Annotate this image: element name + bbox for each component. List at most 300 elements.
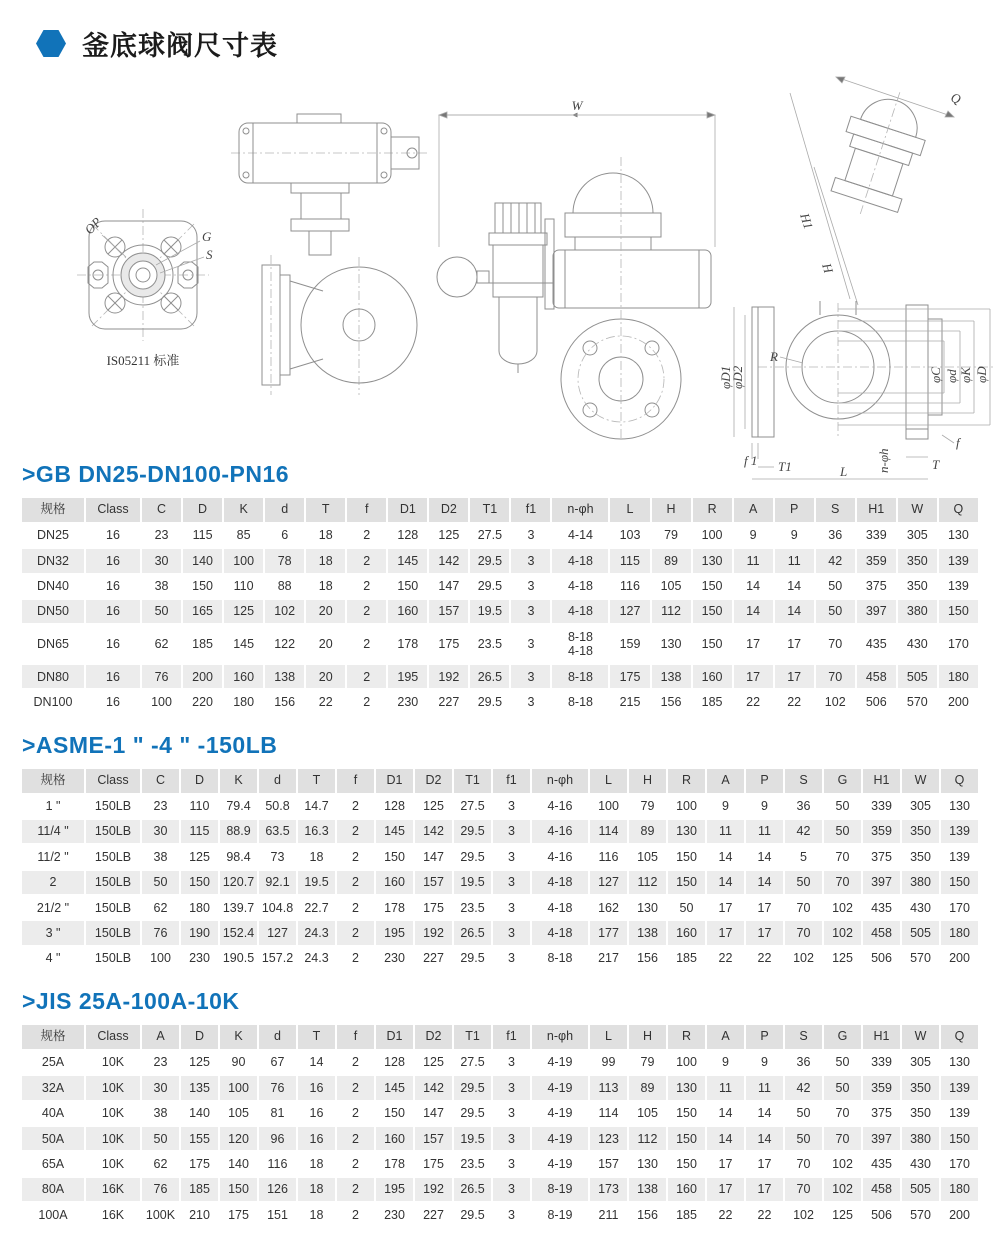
table-cell: 120 xyxy=(220,1127,257,1150)
table-cell: 139 xyxy=(941,820,978,843)
table-cell: 16 xyxy=(298,1076,335,1099)
table-cell: 29.5 xyxy=(454,820,491,843)
table-cell: 2 xyxy=(337,1178,374,1201)
table-cell: 6 xyxy=(265,524,304,547)
table-cell: DN40 xyxy=(22,575,84,598)
column-header: A xyxy=(734,498,773,522)
table-cell: 130 xyxy=(668,820,705,843)
table-cell: 70 xyxy=(785,1152,822,1175)
table-cell: 102 xyxy=(785,1203,822,1226)
table-cell: 160 xyxy=(224,665,263,688)
column-header: D1 xyxy=(376,1025,413,1049)
table-cell: 156 xyxy=(629,947,666,970)
table-cell: 26.5 xyxy=(470,665,509,688)
table-cell: 170 xyxy=(941,896,978,919)
table-cell: 150 xyxy=(668,1152,705,1175)
column-header: Q xyxy=(939,498,978,522)
table-cell: 397 xyxy=(857,600,896,623)
table-cell: 160 xyxy=(693,665,732,688)
table-cell: 359 xyxy=(863,820,900,843)
table-cell: 3 xyxy=(493,921,530,944)
column-header: H xyxy=(652,498,691,522)
table-cell: 100A xyxy=(22,1203,84,1226)
table-cell: 22 xyxy=(707,1203,744,1226)
table-cell: 9 xyxy=(707,1051,744,1074)
table-cell: 150 xyxy=(376,1102,413,1125)
table-cell: 130 xyxy=(939,524,978,547)
column-header: L xyxy=(610,498,649,522)
table-cell: 397 xyxy=(863,871,900,894)
table-cell: 23.5 xyxy=(470,625,509,663)
column-header: R xyxy=(668,1025,705,1049)
column-header: P xyxy=(746,769,783,793)
table-cell: 130 xyxy=(629,1152,666,1175)
table-cell: 180 xyxy=(224,690,263,713)
table-cell: 2 xyxy=(347,665,386,688)
column-header: H1 xyxy=(857,498,896,522)
table-cell: 4-18 xyxy=(532,896,588,919)
table-cell: 14 xyxy=(298,1051,335,1074)
table-cell: 4-14 xyxy=(552,524,608,547)
table-cell: 139 xyxy=(941,845,978,868)
table-cell: 157.2 xyxy=(259,947,296,970)
table-cell: 227 xyxy=(415,1203,452,1226)
table-cell: 50 xyxy=(824,795,861,818)
table-cell: 156 xyxy=(629,1203,666,1226)
table-cell: 2 xyxy=(337,921,374,944)
table-cell: 16 xyxy=(86,575,140,598)
column-header: W xyxy=(898,498,937,522)
column-header: T1 xyxy=(470,498,509,522)
table-cell: 430 xyxy=(902,896,939,919)
table-cell: 10K xyxy=(86,1152,140,1175)
table-cell: 29.5 xyxy=(454,947,491,970)
table-cell: 339 xyxy=(857,524,896,547)
table-cell: 50 xyxy=(785,1127,822,1150)
table-cell: 147 xyxy=(415,845,452,868)
table-cell: 4-19 xyxy=(532,1051,588,1074)
table-cell: 162 xyxy=(590,896,627,919)
page-header xyxy=(0,0,1000,67)
table-cell: 150 xyxy=(183,575,222,598)
table-cell: 14 xyxy=(707,1127,744,1150)
section-title-asme: >ASME-1 " -4 " -150LB xyxy=(22,731,278,758)
table-cell: 8-19 xyxy=(532,1178,588,1201)
table-cell: 10K xyxy=(86,1051,140,1074)
table-cell: 150 xyxy=(376,845,413,868)
table-cell: 160 xyxy=(668,1178,705,1201)
table-cell: 150 xyxy=(668,1127,705,1150)
column-header: K xyxy=(220,769,257,793)
table-cell: 380 xyxy=(902,1127,939,1150)
table-cell: 125 xyxy=(415,795,452,818)
table-cell: 11 xyxy=(746,1076,783,1099)
table-cell: 22 xyxy=(775,690,814,713)
table-cell: 130 xyxy=(941,795,978,818)
table-cell: 20 xyxy=(306,625,345,663)
table-cell: 16 xyxy=(86,690,140,713)
table-cell: 375 xyxy=(863,1102,900,1125)
phi-d2-label: φD2 xyxy=(730,365,745,389)
table-cell: 70 xyxy=(816,665,855,688)
f1-label: f 1 xyxy=(744,453,758,468)
table-cell: 139 xyxy=(941,1076,978,1099)
table-cell: 150LB xyxy=(86,845,140,868)
side-view-drawing xyxy=(225,89,435,441)
table-cell: 375 xyxy=(857,575,896,598)
table-cell: 17 xyxy=(707,1178,744,1201)
table-cell: 138 xyxy=(265,665,304,688)
column-header: 规格 xyxy=(22,498,84,522)
column-header: T1 xyxy=(454,769,491,793)
f-label: f xyxy=(956,435,960,450)
table-cell: 23.5 xyxy=(454,1152,491,1175)
table-cell: 22.7 xyxy=(298,896,335,919)
table-cell: 78 xyxy=(265,549,304,572)
table-cell: 505 xyxy=(902,1178,939,1201)
table-cell: 359 xyxy=(863,1076,900,1099)
table-cell: 22 xyxy=(746,1203,783,1226)
table-cell: 24.3 xyxy=(298,921,335,944)
table-cell: 200 xyxy=(941,1203,978,1226)
table-cell: 9 xyxy=(707,795,744,818)
table-cell: 220 xyxy=(183,690,222,713)
table-cell: 11 xyxy=(734,549,773,572)
table-cell: 3 xyxy=(511,625,550,663)
table-cell: 2 xyxy=(337,845,374,868)
section-asme xyxy=(0,732,1000,972)
t-label: T xyxy=(932,457,940,472)
table-cell: 38 xyxy=(142,575,181,598)
table-cell: 70 xyxy=(785,896,822,919)
column-header: S xyxy=(816,498,855,522)
table-cell: 150LB xyxy=(86,871,140,894)
table-cell: 14 xyxy=(707,1102,744,1125)
table-cell: DN32 xyxy=(22,549,84,572)
phi-c-label: φC xyxy=(928,367,943,383)
table-cell: 50 xyxy=(785,1102,822,1125)
table-cell: 17 xyxy=(746,1152,783,1175)
table-cell: 17 xyxy=(746,921,783,944)
table-cell: 42 xyxy=(785,1076,822,1099)
table-cell: 130 xyxy=(629,896,666,919)
table-cell: 10K xyxy=(86,1102,140,1125)
table-cell: 17 xyxy=(746,1178,783,1201)
table-cell: 152.4 xyxy=(220,921,257,944)
table-cell: 100 xyxy=(142,947,179,970)
table-cell: 116 xyxy=(610,575,649,598)
table-cell: 175 xyxy=(415,896,452,919)
table-row xyxy=(22,1178,978,1201)
table-cell: 50 xyxy=(142,600,181,623)
table-cell: 17 xyxy=(707,1152,744,1175)
table-cell: 175 xyxy=(429,625,468,663)
table-cell: 140 xyxy=(181,1102,218,1125)
table-cell: 50 xyxy=(824,1076,861,1099)
table-cell: 22 xyxy=(746,947,783,970)
column-header: S xyxy=(785,769,822,793)
table-cell: 79.4 xyxy=(220,795,257,818)
table-cell: 150 xyxy=(388,575,427,598)
phi-d-big-label: φD xyxy=(974,366,989,383)
table-cell: 139.7 xyxy=(220,896,257,919)
table-cell: 120.7 xyxy=(220,871,257,894)
table-cell: 150LB xyxy=(86,921,140,944)
table-cell: 76 xyxy=(142,665,181,688)
section-title-gb: >GB DN25-DN100-PN16 xyxy=(22,461,290,487)
table-cell: 435 xyxy=(857,625,896,663)
table-cell: 11/2 " xyxy=(22,845,84,868)
table-cell: 180 xyxy=(941,921,978,944)
column-header: W xyxy=(902,769,939,793)
gb-dimension-table xyxy=(20,496,980,716)
section-gb xyxy=(0,461,1000,716)
table-cell: 160 xyxy=(668,921,705,944)
table-cell: 11/4 " xyxy=(22,820,84,843)
table-cell: 29.5 xyxy=(470,690,509,713)
table-cell: 14 xyxy=(775,600,814,623)
table-cell: 150 xyxy=(693,575,732,598)
table-cell: 125 xyxy=(824,1203,861,1226)
table-cell: 190.5 xyxy=(220,947,257,970)
table-cell: 11 xyxy=(746,820,783,843)
table-cell: 19.5 xyxy=(470,600,509,623)
table-cell: 160 xyxy=(376,1127,413,1150)
table-cell: 215 xyxy=(610,690,649,713)
table-cell: 89 xyxy=(652,549,691,572)
table-cell: 76 xyxy=(142,1178,179,1201)
table-cell: 4-16 xyxy=(532,795,588,818)
table-cell: 175 xyxy=(610,665,649,688)
table-row xyxy=(22,690,978,713)
table-cell: 11 xyxy=(775,549,814,572)
table-cell: 3 xyxy=(511,690,550,713)
table-cell: 85 xyxy=(224,524,263,547)
column-header: Q xyxy=(941,769,978,793)
table-cell: 150 xyxy=(668,871,705,894)
table-cell: 2 xyxy=(337,820,374,843)
table-row xyxy=(22,1102,978,1125)
table-cell: 18 xyxy=(306,549,345,572)
table-cell: 157 xyxy=(590,1152,627,1175)
table-cell: 38 xyxy=(142,1102,179,1125)
table-cell: 16 xyxy=(86,549,140,572)
table-cell: 18 xyxy=(298,1152,335,1175)
table-cell: 211 xyxy=(590,1203,627,1226)
section-jis xyxy=(0,988,1000,1228)
table-cell: 122 xyxy=(265,625,304,663)
table-cell: 50.8 xyxy=(259,795,296,818)
table-cell: 14 xyxy=(746,1102,783,1125)
table-cell: 305 xyxy=(902,1051,939,1074)
table-cell: 2 xyxy=(347,549,386,572)
table-cell: 20 xyxy=(306,600,345,623)
table-cell: 128 xyxy=(376,795,413,818)
table-cell: 80A xyxy=(22,1178,84,1201)
table-cell: 175 xyxy=(220,1203,257,1226)
table-cell: 4-18 xyxy=(532,921,588,944)
table-cell: 116 xyxy=(259,1152,296,1175)
table-cell: 570 xyxy=(902,947,939,970)
table-cell: 100 xyxy=(220,1076,257,1099)
table-cell: 105 xyxy=(629,845,666,868)
table-cell: 157 xyxy=(415,871,452,894)
table-cell: 350 xyxy=(902,1102,939,1125)
table-cell: 3 xyxy=(493,1051,530,1074)
column-header: f xyxy=(337,1025,374,1049)
table-cell: 14 xyxy=(746,1127,783,1150)
table-cell: 130 xyxy=(652,625,691,663)
column-header: Class xyxy=(86,1025,140,1049)
column-header: D2 xyxy=(415,1025,452,1049)
table-cell: 17 xyxy=(775,625,814,663)
table-cell: 130 xyxy=(693,549,732,572)
table-cell: 230 xyxy=(388,690,427,713)
table-cell: 380 xyxy=(902,871,939,894)
table-cell: 100 xyxy=(668,795,705,818)
table-cell: 350 xyxy=(902,1076,939,1099)
table-cell: 150 xyxy=(668,845,705,868)
column-header: n-φh xyxy=(552,498,608,522)
table-cell: 130 xyxy=(668,1076,705,1099)
table-cell: 113 xyxy=(590,1076,627,1099)
column-header: K xyxy=(220,1025,257,1049)
table-cell: 185 xyxy=(693,690,732,713)
table-cell: 3 xyxy=(511,524,550,547)
table-cell: 185 xyxy=(668,947,705,970)
table-cell: 359 xyxy=(857,549,896,572)
column-header: d xyxy=(265,498,304,522)
table-row xyxy=(22,1076,978,1099)
table-cell: 156 xyxy=(652,690,691,713)
table-cell: 70 xyxy=(785,1178,822,1201)
table-cell: 397 xyxy=(863,1127,900,1150)
table-cell: 96 xyxy=(259,1127,296,1150)
table-row xyxy=(22,600,978,623)
table-cell: 73 xyxy=(259,845,296,868)
table-cell: 142 xyxy=(415,820,452,843)
hexagon-bullet-icon xyxy=(36,30,66,57)
table-cell: 11 xyxy=(707,820,744,843)
column-header: A xyxy=(707,769,744,793)
table-cell: DN65 xyxy=(22,625,84,663)
table-header-row xyxy=(22,1025,978,1049)
column-header: D2 xyxy=(429,498,468,522)
table-cell: 110 xyxy=(181,795,218,818)
table-cell: 175 xyxy=(181,1152,218,1175)
table-cell: 3 xyxy=(493,1102,530,1125)
column-header: L xyxy=(590,769,627,793)
table-cell: 150LB xyxy=(86,795,140,818)
table-cell: 130 xyxy=(941,1051,978,1074)
table-cell: 4-18 xyxy=(552,575,608,598)
table-cell: 27.5 xyxy=(454,1051,491,1074)
column-header: T xyxy=(298,769,335,793)
table-cell: 2 xyxy=(337,1051,374,1074)
n-phi-h-label: n-φh xyxy=(876,448,891,473)
table-cell: 14 xyxy=(734,575,773,598)
table-cell: 16 xyxy=(86,524,140,547)
table-cell: 126 xyxy=(259,1178,296,1201)
table-cell: 104.8 xyxy=(259,896,296,919)
table-cell: 155 xyxy=(181,1127,218,1150)
table-cell: 185 xyxy=(668,1203,705,1226)
table-cell: 180 xyxy=(941,1178,978,1201)
table-cell: 3 xyxy=(511,575,550,598)
column-header: H1 xyxy=(863,1025,900,1049)
table-cell: 2 xyxy=(337,896,374,919)
column-header: T xyxy=(298,1025,335,1049)
table-cell: 139 xyxy=(941,1102,978,1125)
iso5211-caption: IS05211 标准 xyxy=(106,353,180,368)
table-cell: 4-18 xyxy=(532,871,588,894)
table-cell: 10K xyxy=(86,1127,140,1150)
table-cell: 102 xyxy=(824,896,861,919)
table-cell: 150 xyxy=(220,1178,257,1201)
table-cell: 430 xyxy=(902,1152,939,1175)
table-cell: 103 xyxy=(610,524,649,547)
table-cell: 27.5 xyxy=(470,524,509,547)
table-cell: 17 xyxy=(707,896,744,919)
table-cell: 14 xyxy=(746,845,783,868)
table-cell: 145 xyxy=(376,1076,413,1099)
table-cell: 70 xyxy=(824,845,861,868)
table-cell: 8-18 xyxy=(532,947,588,970)
table-cell: 42 xyxy=(816,549,855,572)
table-cell: 76 xyxy=(259,1076,296,1099)
table-cell: 29.5 xyxy=(454,1076,491,1099)
h-dimension-label: H xyxy=(819,261,837,275)
table-cell: 230 xyxy=(181,947,218,970)
table-cell: 505 xyxy=(902,921,939,944)
table-row xyxy=(22,524,978,547)
table-cell: 200 xyxy=(183,665,222,688)
table-cell: DN25 xyxy=(22,524,84,547)
table-cell: 20 xyxy=(306,665,345,688)
table-cell: 4-19 xyxy=(532,1076,588,1099)
table-cell: 29.5 xyxy=(454,1203,491,1226)
table-cell: 3 xyxy=(511,549,550,572)
table-cell: 102 xyxy=(824,921,861,944)
table-cell: 105 xyxy=(652,575,691,598)
table-cell: 92.1 xyxy=(259,871,296,894)
column-header: f1 xyxy=(493,1025,530,1049)
table-cell: 170 xyxy=(939,625,978,663)
column-header: D1 xyxy=(388,498,427,522)
table-cell: 70 xyxy=(824,1127,861,1150)
table-cell: 16 xyxy=(86,625,140,663)
table-cell: 127 xyxy=(259,921,296,944)
table-cell: 50 xyxy=(142,1127,179,1150)
table-cell: 3 xyxy=(493,1203,530,1226)
table-cell: 79 xyxy=(652,524,691,547)
table-cell: 98.4 xyxy=(220,845,257,868)
table-cell: 4-18 xyxy=(552,600,608,623)
table-cell: 18 xyxy=(298,1203,335,1226)
table-cell: 190 xyxy=(181,921,218,944)
table-cell: 127 xyxy=(590,871,627,894)
table-cell: 100 xyxy=(590,795,627,818)
table-cell: DN50 xyxy=(22,600,84,623)
table-cell: 50 xyxy=(824,1051,861,1074)
table-row xyxy=(22,665,978,688)
table-cell: 175 xyxy=(415,1152,452,1175)
table-cell: 102 xyxy=(265,600,304,623)
table-cell: 156 xyxy=(265,690,304,713)
table-cell: 138 xyxy=(652,665,691,688)
table-cell: DN80 xyxy=(22,665,84,688)
table-cell: 99 xyxy=(590,1051,627,1074)
